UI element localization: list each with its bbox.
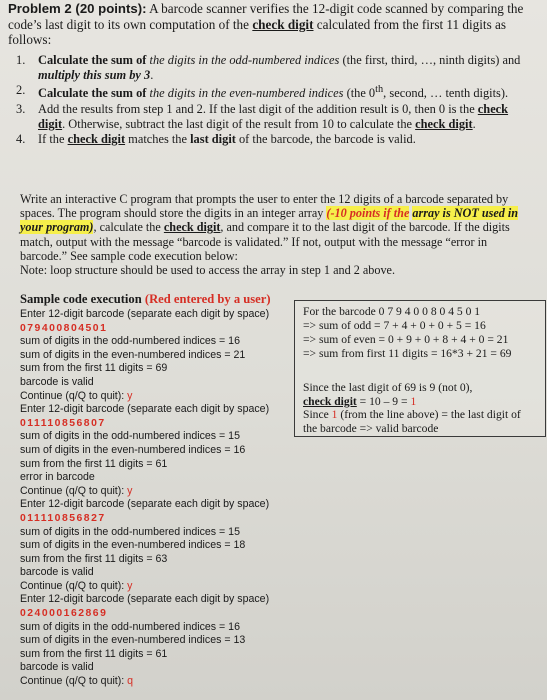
console-line: sum of digits in the even-numbered indices = 13 — [20, 634, 246, 647]
console-continue: Continue (q/Q to quit): q — [20, 675, 134, 688]
console-line: sum of digits in the odd-numbered indices = 15 — [20, 430, 240, 443]
console-result: barcode is valid — [20, 661, 94, 674]
console-line: sum of digits in the even-numbered indices = 16 — [20, 443, 246, 456]
instructions-paragraph: Write an interactive C program that prompts the user to enter the 12 digits of a barcode separated by spaces. The program should store the digits in an integer array (-10 points if the array is NOT used in your program), calculate the check digit, and compare it to the last digit of the barcode. If the digits match, output with the message “barcode is validated.” If not, output with the message “error in barcode.” See sample code execution below: — [20, 192, 519, 263]
console-line: sum from the first 11 digits = 63 — [20, 552, 168, 565]
console-continue: Continue (q/Q to quit): y — [20, 389, 133, 402]
console-continue: Continue (q/Q to quit): y — [20, 484, 133, 497]
step-4: 4. If the check digit matches the last digit of the barcode, the barcode is valid. — [16, 132, 416, 147]
console-output — [20, 308, 320, 689]
console-result: barcode is valid — [20, 375, 94, 388]
console-result: error in barcode — [20, 471, 95, 484]
console-line: sum of digits in the odd-numbered indices = 16 — [20, 620, 240, 633]
steps-list — [16, 53, 526, 148]
console-line: sum from the first 11 digits = 61 — [20, 647, 168, 660]
console-user-input: 079400804501 — [20, 322, 108, 334]
step-3: 3. Add the results from step 1 and 2. If the last digit of the addition result is 0, then 0 is the check digit. Otherwise, subtract the last digit of the result from 10 to calculate the check digit. — [16, 101, 509, 131]
console-prompt: Enter 12-digit barcode (separate each digit by space) — [20, 403, 270, 416]
console-line: sum from the first 11 digits = 61 — [20, 457, 168, 470]
problem-title: Problem 2 (20 points): — [8, 1, 147, 16]
console-line: sum of digits in the even-numbered indices = 18 — [20, 539, 246, 552]
console-user-input: 024000162869 — [20, 608, 108, 620]
step-1: 1. Calculate the sum of the digits in the odd-numbered indices (the first, third, …, ninth digits) and multiply this sum by 3. — [16, 53, 521, 82]
sample-execution-heading: Sample code execution (Red entered by a user) — [20, 292, 271, 306]
instructions — [20, 192, 530, 277]
step-2: 2. Calculate the sum of the digits in the even-numbered indices (the 0th, second, … tenth digits). — [16, 83, 509, 101]
console-continue: Continue (q/Q to quit): y — [20, 579, 133, 592]
instructions-note: Note: loop structure should be used to access the array in step 1 and 2 above. — [20, 263, 395, 278]
problem-statement: Problem 2 (20 points): A barcode scanner verifies the 12-digit code scanned by comparing the code’s last digit to its own computation of the check digit calculated from the first 11 digits as follows: — [8, 1, 524, 47]
console-prompt: Enter 12-digit barcode (separate each digit by space) — [20, 593, 270, 606]
console-result: barcode is valid — [20, 566, 94, 579]
console-line: sum from the first 11 digits = 69 — [20, 362, 168, 375]
console-line: sum of digits in the odd-numbered indices = 16 — [20, 335, 240, 348]
console-prompt: Enter 12-digit barcode (separate each digit by space) — [20, 308, 270, 320]
console-line: sum of digits in the odd-numbered indices = 15 — [20, 525, 240, 538]
console-user-input: 011110856827 — [20, 512, 106, 524]
console-user-input: 011110856807 — [20, 417, 106, 429]
console-prompt: Enter 12-digit barcode (separate each digit by space) — [20, 498, 270, 511]
explanation-text: For the barcode 0 7 9 4 0 0 8 0 4 5 0 1 => sum of odd = 7 + 4 + 0 + 0 + 5 = 16 => sum of even = 0 + 9 + 0 + 8 + 4 + 0 = 21 => sum from first 11 digits = 16*3 + 21 = 69 Since the last digit of 69 is 9 (not 0), check digit = 10 – 9 = 1 Since 1 (from the line above) = the last digit of the barcode => valid barcode — [303, 305, 521, 436]
console-line: sum of digits in the even-numbered indices = 21 — [20, 348, 246, 361]
